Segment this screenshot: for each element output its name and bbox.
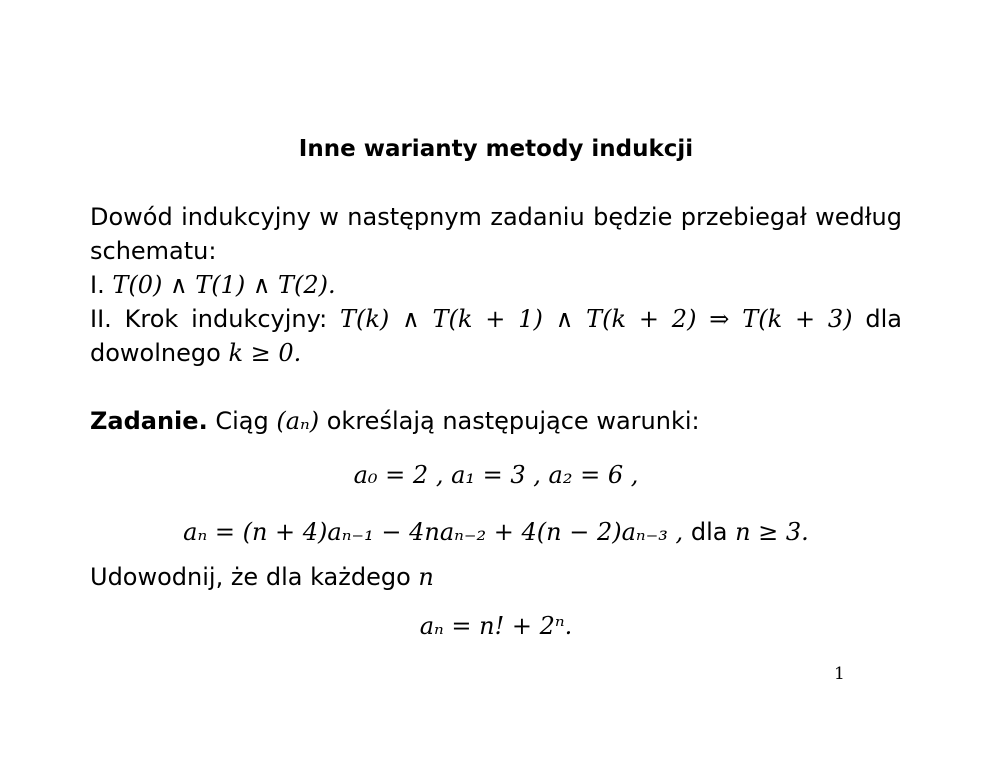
task-text-after: określają następujące warunki: [326, 407, 700, 435]
intro-sentence: Dowód indukcyjny w następnym zadaniu będzie przebiegał według schematu: [90, 203, 902, 265]
task-label: Zadanie. [90, 407, 208, 435]
page-number: 1 [834, 664, 845, 684]
recurrence-formula: aₙ = (n + 4)aₙ₋₁ − 4naₙ₋₂ + 4(n − 2)aₙ₋₃ , [183, 518, 684, 546]
prove-text: Udowodnij, że dla każdego [90, 563, 411, 591]
task-text-before: Ciąg [215, 407, 269, 435]
prove-variable: n [418, 563, 434, 591]
step-one [90, 268, 902, 302]
initial-conditions: a₀ = 2 , a₁ = 3 , a₂ = 6 , [353, 461, 639, 489]
claim-equation [0, 609, 992, 643]
step-one-label: I. [90, 271, 105, 299]
slide-title: Inne warianty metody indukcji [298, 136, 694, 162]
initial-conditions-equation [0, 458, 992, 492]
claim-formula: aₙ = n! + 2ⁿ. [419, 612, 573, 640]
step-one-formula: T(0) ∧ T(1) ∧ T(2). [112, 271, 336, 299]
step-two [90, 302, 902, 370]
induction-scheme [90, 200, 902, 370]
step-two-formula: T(k) ∧ T(k + 1) ∧ T(k + 2) ⇒ T(k + 3) [340, 305, 853, 333]
recurrence-condition: n ≥ 3. [735, 518, 809, 546]
recurrence-suffix: dla [690, 518, 728, 546]
prove-statement [90, 560, 902, 594]
step-two-label: II. Krok indukcyjny: [90, 305, 328, 333]
step-two-condition: k ≥ 0. [228, 339, 302, 367]
recurrence-equation [0, 515, 992, 549]
step-two-suffix: dla dowolnego [90, 305, 902, 367]
sequence-symbol: (aₙ) [276, 407, 320, 435]
task-statement [90, 404, 902, 438]
